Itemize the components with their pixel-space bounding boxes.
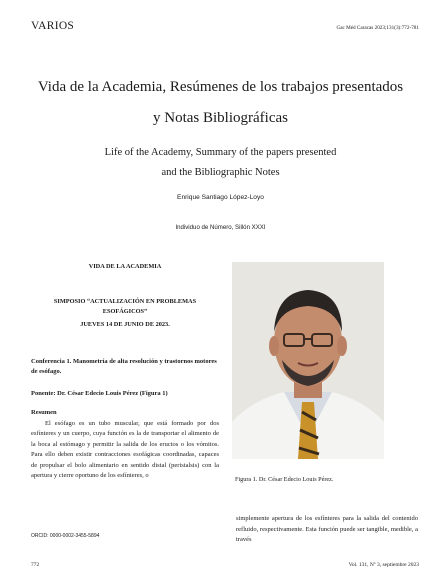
portrait-photo [232,262,384,459]
article-title-english-line-2: and the Bibliographic Notes [161,167,280,178]
symposium-title-line-1: SIMPOSIO “ACTUALIZACIÓN EN PROBLEMAS [53,298,197,305]
section-heading: VIDA DE LA ACADEMIA [88,263,162,270]
abstract-heading: Resumen [31,409,57,416]
journal-reference: Gac Méd Caracas 2023;131(3):772-781 [336,25,419,31]
symposium-title-line-2: ESOFÁGICOS” [102,308,148,315]
symposium-title [31,297,219,317]
abstract-paragraph: El esófago es un tubo muscular, que está formado por dos esfínteres y un cuerpo, cuya función es la de transportar el alimento de la boca al estómago y permitir la salida de los eructos o los vómitos. Para ello deben existir contracciones esofágicas coordinadas, capaces de propulsar el bolo alimentario en sentido distal (peristalsis) con la apertura y cierre oportuno de los esfínteres, o [31,420,219,480]
author-affiliation: Individuo de Número, Sillón XXXI [175,224,266,231]
issue-info: Vol. 131, Nº 3, septiembre 2023 [348,562,419,568]
conference-title: Conferencia 1. Manometría de alta resolución y trastornos motores de esófago. [31,358,217,375]
article-title-line-1: Vida de la Academia, Resúmenes de los trabajos presentados [37,79,404,95]
symposium-date: JUEVES 14 DE JUNIO DE 2023. [80,321,170,328]
orcid: ORCID: 0000-0002-3455-5894 [31,533,100,539]
article-title-line-2: y Notas Bibliográficas [153,110,288,126]
article-title-english-line-1: Life of the Academy, Summary of the papers presented [104,147,337,158]
figure-caption: Figura 1. Dr. César Edecio Louis Pérez. [235,476,334,483]
speaker-line: Ponente: Dr. César Edecio Louis Pérez (Figura 1) [31,390,168,397]
section-label: VARIOS [31,20,75,32]
portrait-illustration [232,262,384,459]
article-title-english [0,143,441,183]
right-column-text: simplemente apertura de los esfínteres para la salida del contenido refluido, respectivamente. Esta función puede ser tangible, medible, a través [236,515,418,543]
author-name: Enrique Santiago López-Loyo [177,194,264,201]
page-number: 772 [31,562,40,568]
article-title [0,72,441,134]
